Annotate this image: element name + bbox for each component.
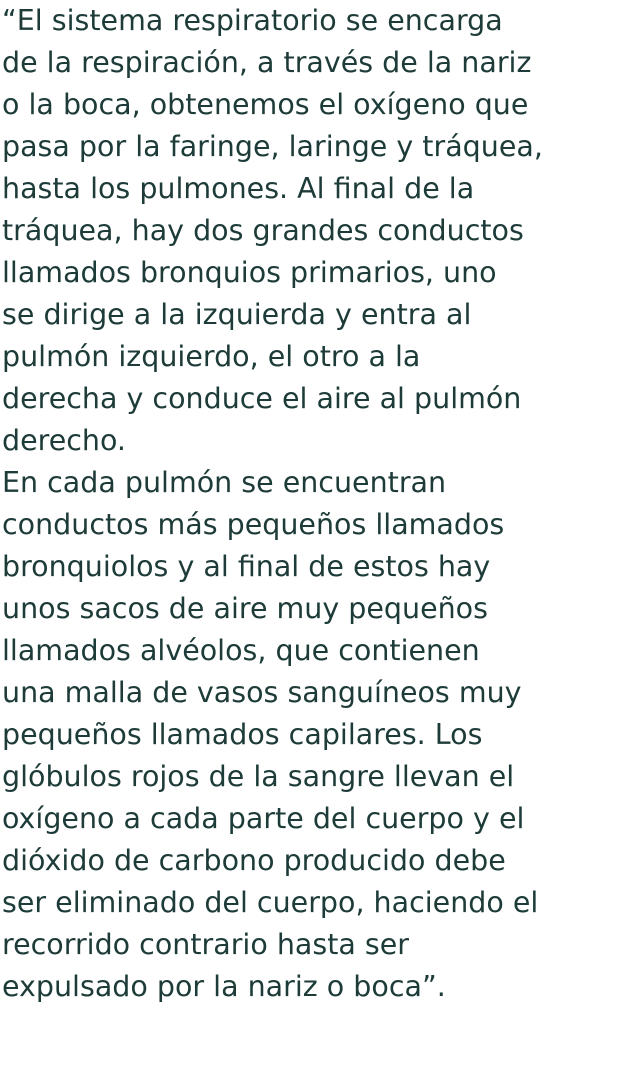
text-line: de la respiración, a través de la nariz [2, 46, 532, 79]
text-line: recorrido contrario hasta ser [2, 928, 410, 961]
text-line: llamados alvéolos, que contienen [2, 634, 480, 667]
text-line: una malla de vasos sanguíneos muy [2, 676, 522, 709]
text-line: se dirige a la izquierda y entra al [2, 298, 472, 331]
text-line: o la boca, obtenemos el oxígeno que [2, 88, 529, 121]
text-line: pequeños llamados capilares. Los [2, 718, 483, 751]
text-line: pasa por la faringe, laringe y tráquea, [2, 130, 543, 163]
text-line: glóbulos rojos de la sangre llevan el [2, 760, 515, 793]
text-line: tráquea, hay dos grandes conductos [2, 214, 524, 247]
quote-text-block [2, 0, 627, 1008]
text-line: hasta los pulmones. Al final de la [2, 172, 475, 205]
text-line: derecha y conduce el aire al pulmón [2, 382, 522, 415]
text-line: derecho. [2, 424, 126, 457]
text-line: bronquiolos y al final de estos hay [2, 550, 491, 583]
text-line: dióxido de carbono producido debe [2, 844, 506, 877]
text-line: En cada pulmón se encuentran [2, 466, 447, 499]
text-line: ser eliminado del cuerpo, haciendo el [2, 886, 539, 919]
text-line: unos sacos de aire muy pequeños [2, 592, 488, 625]
text-line: expulsado por la nariz o boca”. [2, 970, 446, 1003]
text-line: llamados bronquios primarios, uno [2, 256, 497, 289]
text-line: pulmón izquierdo, el otro a la [2, 340, 421, 373]
text-line: oxígeno a cada parte del cuerpo y el [2, 802, 525, 835]
text-line: “El sistema respiratorio se encarga [2, 4, 503, 37]
text-line: conductos más pequeños llamados [2, 508, 505, 541]
